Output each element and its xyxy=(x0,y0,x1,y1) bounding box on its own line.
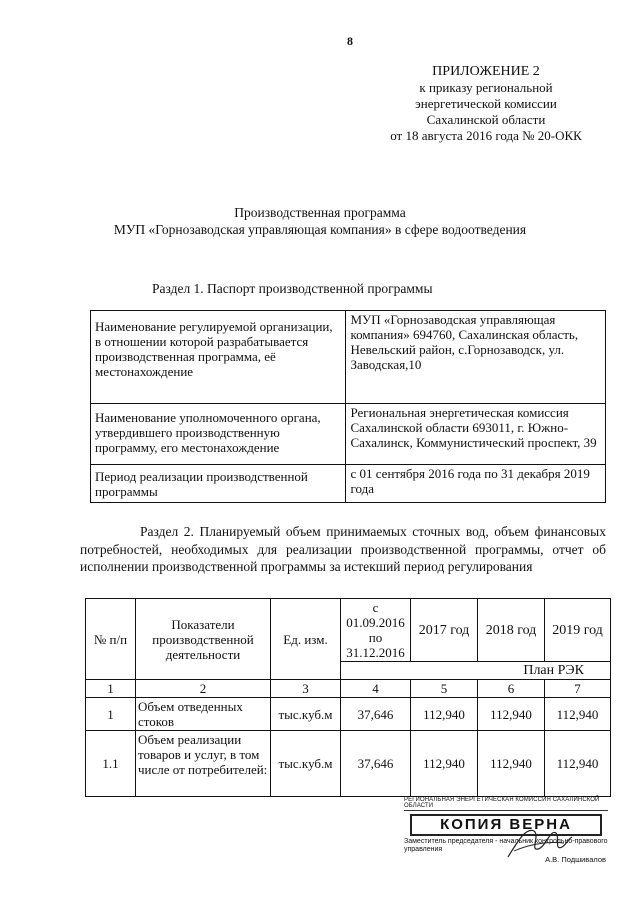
row-num: 1 xyxy=(86,698,136,731)
appendix-line-3: Сахалинской области xyxy=(426,112,546,127)
appendix-title: ПРИЛОЖЕНИЕ 2 xyxy=(432,64,540,79)
col-number: 3 xyxy=(271,680,341,698)
appendix-line-4: от 18 августа 2016 года № 20-ОКК xyxy=(390,128,582,143)
header-period: с 01.09.2016 по 31.12.2016 xyxy=(341,599,411,662)
row-value-2017: 112,940 xyxy=(411,698,478,731)
header-num: № п/п xyxy=(86,599,136,680)
section2-heading-text: Раздел 2. Планируемый объем принимаемых сточных вод, объем финансовых потребностей, необходимых для реализации производственной программы, отчет об исполнении производственной программы за истекший период регулирования xyxy=(80,524,606,574)
row-value-2017: 112,940 xyxy=(411,731,478,797)
stamp-signer-name: А.В. Подшивалов xyxy=(545,855,606,864)
col-number: 1 xyxy=(86,680,136,698)
stamp-position: Заместитель председателя - начальник контрольно-правового управления xyxy=(404,838,608,853)
passport-label: Период реализации производственной программы xyxy=(91,465,346,503)
passport-row xyxy=(91,404,606,465)
row-value-2018: 112,940 xyxy=(478,698,545,731)
passport-table xyxy=(90,310,606,503)
passport-value: Региональная энергетическая комиссия Сахалинской области 693011, г. Южно-Сахалинск, Коммунистический проспект, 39 xyxy=(346,404,606,465)
row-value-2019: 112,940 xyxy=(545,698,611,731)
row-value-period: 37,646 xyxy=(341,698,411,731)
row-value-2018: 112,940 xyxy=(478,731,545,797)
passport-row xyxy=(91,465,606,503)
table-row xyxy=(86,698,611,731)
certification-stamp xyxy=(404,797,608,863)
appendix-block xyxy=(372,64,600,144)
stamp-org: РЕГИОНАЛЬНАЯ ЭНЕРГЕТИЧЕСКАЯ КОМИССИЯ САХАЛИНСКОЙ ОБЛАСТИ xyxy=(404,797,608,811)
row-unit: тыс.куб.м xyxy=(271,698,341,731)
row-indicator: Объем отведенных стоков xyxy=(136,698,271,731)
row-num: 1.1 xyxy=(86,731,136,797)
col-number: 2 xyxy=(136,680,271,698)
stamp-title: КОПИЯ ВЕРНА xyxy=(410,814,602,836)
table-row xyxy=(86,731,611,797)
passport-value: МУП «Горнозаводская управляющая компания» 694760, Сахалинская область, Невельский район, с.Горнозаводск, ул. Заводская,10 xyxy=(346,311,606,404)
header-unit: Ед. изм. xyxy=(271,599,341,680)
row-value-period: 37,646 xyxy=(341,731,411,797)
col-number: 6 xyxy=(478,680,545,698)
passport-value: с 01 сентября 2016 года по 31 декабря 2019 года xyxy=(346,465,606,503)
header-indicator: Показатели производственной деятельности xyxy=(136,599,271,680)
page-number: 8 xyxy=(347,34,353,48)
row-value-2019: 112,940 xyxy=(545,731,611,797)
col-number: 4 xyxy=(341,680,411,698)
plan-header-row xyxy=(86,599,611,662)
passport-label: Наименование регулируемой организации, в отношении которой разрабатывается производственная программа, её местонахождение xyxy=(91,311,346,404)
row-indicator: Объем реализации товаров и услуг, в том числе от потребителей: xyxy=(136,731,271,797)
section2-heading xyxy=(80,523,606,576)
passport-label: Наименование уполномоченного органа, утвердившего производственную программу, его местонахождение xyxy=(91,404,346,465)
section1-heading: Раздел 1. Паспорт производственной программы xyxy=(152,281,433,296)
header-2019: 2019 год xyxy=(545,599,611,662)
row-unit: тыс.куб.м xyxy=(271,731,341,797)
plan-table xyxy=(85,598,611,797)
col-number: 5 xyxy=(411,680,478,698)
appendix-line-1: к приказу региональной xyxy=(419,80,553,95)
program-subtitle: МУП «Горнозаводская управляющая компания» в сфере водоотведения xyxy=(113,222,527,237)
header-plan: План РЭК xyxy=(341,662,611,680)
passport-row xyxy=(91,311,606,404)
appendix-line-2: энергетической комиссии xyxy=(415,96,557,111)
program-title-block xyxy=(40,204,600,238)
program-title: Производственная программа xyxy=(234,205,406,220)
header-2018: 2018 год xyxy=(478,599,545,662)
col-number: 7 xyxy=(545,680,611,698)
header-2017: 2017 год xyxy=(411,599,478,662)
plan-col-numbers-row xyxy=(86,680,611,698)
